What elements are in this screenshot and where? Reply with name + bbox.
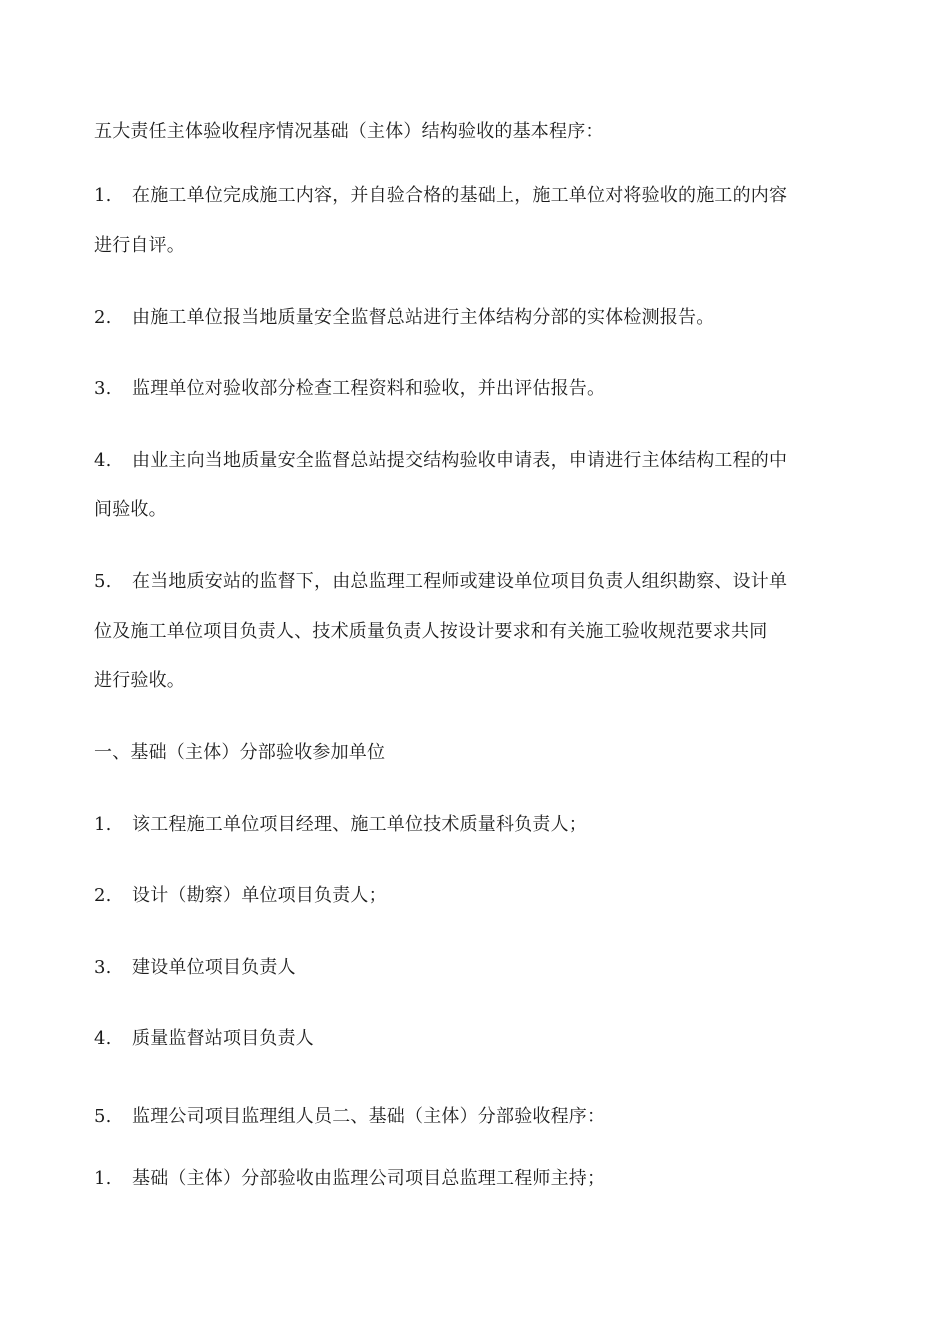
procedure-1 bbox=[94, 1167, 605, 1191]
participant-3-text: 建设单位项目负责人 bbox=[132, 957, 296, 978]
step-1-line-2: 进行自评。 bbox=[94, 235, 185, 256]
step-2-line-1 bbox=[94, 306, 714, 330]
section-1-heading: 一、基础（主体）分部验收参加单位 bbox=[94, 742, 386, 763]
participant-1 bbox=[94, 813, 587, 837]
step-1-line-1 bbox=[94, 184, 787, 208]
step-4-line-2: 间验收。 bbox=[94, 499, 167, 520]
participant-5-number: 5. bbox=[94, 1106, 112, 1127]
step-1-text: 在施工单位完成施工内容，并自验合格的基础上，施工单位对将验收的施工的内容 bbox=[132, 185, 788, 206]
step-5-line-1 bbox=[94, 570, 787, 594]
step-4-text: 由业主向当地质量安全监督总站提交结构验收申请表，申请进行主体结构工程的中 bbox=[132, 450, 788, 471]
participant-4-text: 质量监督站项目负责人 bbox=[132, 1028, 314, 1049]
participant-2-text: 设计（勘察）单位项目负责人； bbox=[132, 885, 387, 906]
participant-1-text: 该工程施工单位项目经理、施工单位技术质量科负责人； bbox=[132, 814, 587, 835]
step-4-number: 4. bbox=[94, 450, 112, 471]
procedure-1-text: 基础（主体）分部验收由监理公司项目总监理工程师主持； bbox=[132, 1168, 606, 1189]
step-2-text: 由施工单位报当地质量安全监督总站进行主体结构分部的实体检测报告。 bbox=[132, 307, 715, 328]
participant-4-number: 4. bbox=[94, 1028, 112, 1049]
participant-2 bbox=[94, 884, 387, 908]
participant-4 bbox=[94, 1027, 314, 1051]
participant-1-number: 1. bbox=[94, 814, 112, 835]
step-1-number: 1. bbox=[94, 185, 112, 206]
participant-5 bbox=[94, 1105, 605, 1129]
step-2-number: 2. bbox=[94, 307, 112, 328]
step-4-line-1 bbox=[94, 449, 787, 473]
participant-2-number: 2. bbox=[94, 885, 112, 906]
step-5-number: 5. bbox=[94, 571, 112, 592]
participant-5-text: 监理公司项目监理组人员二、基础（主体）分部验收程序： bbox=[132, 1106, 606, 1127]
step-3-number: 3. bbox=[94, 378, 112, 399]
step-3-text: 监理单位对验收部分检查工程资料和验收，并出评估报告。 bbox=[132, 378, 606, 399]
step-5-line-2: 位及施工单位项目负责人、技术质量负责人按设计要求和有关施工验收规范要求共同 bbox=[94, 621, 768, 642]
step-5-text: 在当地质安站的监督下，由总监理工程师或建设单位项目负责人组织勘察、设计单 bbox=[132, 571, 788, 592]
participant-3 bbox=[94, 956, 296, 980]
participant-3-number: 3. bbox=[94, 957, 112, 978]
step-3-line-1 bbox=[94, 377, 605, 401]
step-5-line-3: 进行验收。 bbox=[94, 670, 185, 691]
procedure-1-number: 1. bbox=[94, 1168, 112, 1189]
document-title: 五大责任主体验收程序情况基础（主体）结构验收的基本程序： bbox=[94, 121, 604, 142]
